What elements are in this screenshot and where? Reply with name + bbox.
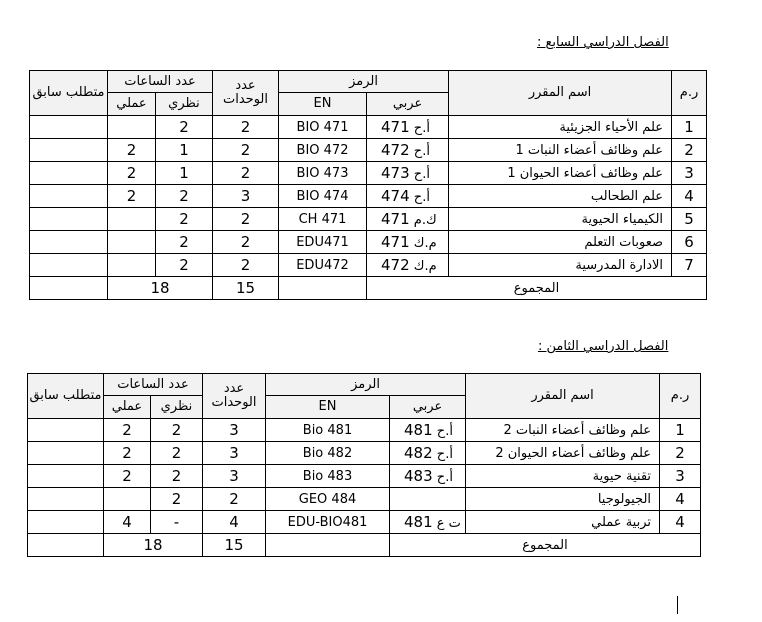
code-en: BIO 472 <box>279 139 367 162</box>
course-name: علم الطحالب <box>449 185 672 208</box>
table-row <box>28 488 701 511</box>
total-row <box>28 534 701 557</box>
code-en: EDU-BIO481 <box>266 511 390 534</box>
course-name: الادارة المدرسية <box>449 254 672 277</box>
table-row <box>30 116 707 139</box>
prereq <box>30 185 108 208</box>
prereq <box>30 139 108 162</box>
code-en: GEO 484 <box>266 488 390 511</box>
header-theory: نظري <box>151 396 203 419</box>
practical-hours <box>108 208 156 231</box>
code-ar <box>367 208 449 231</box>
prereq <box>30 116 108 139</box>
header-course-name: اسم المقرر <box>466 374 660 419</box>
header-prereq: متطلب سابق <box>30 71 108 116</box>
header-units: عدد الوحدات <box>213 71 279 116</box>
semester7-heading: الفصل الدراسي السابع : <box>537 35 669 50</box>
code-en: BIO 474 <box>279 185 367 208</box>
practical-hours: 2 <box>108 139 156 162</box>
prereq <box>30 254 108 277</box>
code-ar-number: 472 <box>381 256 410 274</box>
code-ar-prefix: ت ع <box>436 516 461 531</box>
theory-hours: 2 <box>156 208 213 231</box>
prereq <box>28 511 104 534</box>
units: 2 <box>213 139 279 162</box>
practical-hours: 2 <box>108 185 156 208</box>
theory-hours: 2 <box>156 185 213 208</box>
code-ar-prefix: أ.ح <box>413 144 430 159</box>
theory-hours: 2 <box>151 488 203 511</box>
row-number: 1 <box>672 116 707 139</box>
code-ar-prefix: أ.ح <box>413 121 430 136</box>
theory-hours: 1 <box>156 139 213 162</box>
theory-hours: - <box>151 511 203 534</box>
header-code-en: EN <box>279 93 367 116</box>
prereq <box>28 465 104 488</box>
row-number: 2 <box>672 139 707 162</box>
practical-hours: 4 <box>104 511 151 534</box>
header-hours: عدد الساعات <box>108 71 213 93</box>
course-name: علم وظائف أعضاء الحيوان 1 <box>449 162 672 185</box>
theory-hours: 2 <box>151 419 203 442</box>
theory-hours: 1 <box>156 162 213 185</box>
semester8-heading: الفصل الدراسي الثامن : <box>538 339 669 354</box>
row-number: 4 <box>660 511 701 534</box>
code-ar <box>367 254 449 277</box>
theory-hours: 2 <box>156 231 213 254</box>
code-ar-number: 481 <box>404 421 433 439</box>
row-number: 7 <box>672 254 707 277</box>
total-code-en <box>266 534 390 557</box>
practical-hours <box>104 488 151 511</box>
course-name: تقنية حيوية <box>466 465 660 488</box>
code-ar-number: 471 <box>381 233 410 251</box>
table-row <box>30 139 707 162</box>
row-number: 1 <box>660 419 701 442</box>
practical-hours: 2 <box>104 465 151 488</box>
code-en: CH 471 <box>279 208 367 231</box>
row-number: 3 <box>660 465 701 488</box>
table-row <box>30 254 707 277</box>
code-ar-prefix: م.ك <box>413 236 437 251</box>
header-code: الرمز <box>279 71 449 93</box>
units: 3 <box>203 442 266 465</box>
code-en: EDU472 <box>279 254 367 277</box>
code-ar-prefix: أ.ح <box>436 424 453 439</box>
header-practical: عملي <box>108 93 156 116</box>
code-ar <box>367 185 449 208</box>
units: 2 <box>203 488 266 511</box>
units: 2 <box>213 116 279 139</box>
code-ar-number: 471 <box>381 118 410 136</box>
course-name: علم وظائف أعضاء النبات 1 <box>449 139 672 162</box>
practical-hours: 2 <box>104 442 151 465</box>
code-en: Bio 483 <box>266 465 390 488</box>
total-hours: 18 <box>104 534 203 557</box>
code-ar <box>367 139 449 162</box>
header-course-name: اسم المقرر <box>449 71 672 116</box>
units: 2 <box>213 254 279 277</box>
code-en: Bio 482 <box>266 442 390 465</box>
header-code-en: EN <box>266 396 390 419</box>
total-label: المجموع <box>367 277 707 300</box>
code-ar-number: 482 <box>404 444 433 462</box>
units: 4 <box>203 511 266 534</box>
code-ar-number: 472 <box>381 141 410 159</box>
row-number: 4 <box>672 185 707 208</box>
prereq <box>28 442 104 465</box>
code-ar <box>367 162 449 185</box>
practical-hours: 2 <box>104 419 151 442</box>
row-number: 5 <box>672 208 707 231</box>
course-name: صعوبات التعلم <box>449 231 672 254</box>
table-row <box>30 185 707 208</box>
table-row <box>30 231 707 254</box>
code-ar <box>390 488 466 511</box>
prereq <box>30 208 108 231</box>
practical-hours <box>108 116 156 139</box>
course-name: علم الأحياء الجزيئية <box>449 116 672 139</box>
table-row <box>28 419 701 442</box>
practical-hours: 2 <box>108 162 156 185</box>
table-row <box>28 511 701 534</box>
total-units: 15 <box>203 534 266 557</box>
course-name: الجيولوجيا <box>466 488 660 511</box>
theory-hours: 2 <box>151 465 203 488</box>
course-name: علم وظائف أعضاء النبات 2 <box>466 419 660 442</box>
header-prereq: متطلب سابق <box>28 374 104 419</box>
code-ar-number: 473 <box>381 164 410 182</box>
code-ar-number: 481 <box>404 513 433 531</box>
total-row <box>30 277 707 300</box>
total-hours: 18 <box>108 277 213 300</box>
header-practical: عملي <box>104 396 151 419</box>
prereq <box>28 419 104 442</box>
theory-hours: 2 <box>156 254 213 277</box>
header-theory: نظري <box>156 93 213 116</box>
code-ar <box>367 116 449 139</box>
code-ar <box>367 231 449 254</box>
code-ar-number: 471 <box>381 210 410 228</box>
code-en: Bio 481 <box>266 419 390 442</box>
units: 3 <box>203 465 266 488</box>
total-prereq <box>30 277 108 300</box>
course-name: تربية عملي <box>466 511 660 534</box>
row-number: 4 <box>660 488 701 511</box>
header-units: عدد الوحدات <box>203 374 266 419</box>
header-code-ar: عربي <box>390 396 466 419</box>
practical-hours <box>108 254 156 277</box>
theory-hours: 2 <box>156 116 213 139</box>
code-ar <box>390 511 466 534</box>
code-en: BIO 473 <box>279 162 367 185</box>
course-name: علم وظائف أعضاء الحيوان 2 <box>466 442 660 465</box>
practical-hours <box>108 231 156 254</box>
header-num: ر.م <box>672 71 707 116</box>
code-ar-prefix: أ.ح <box>436 447 453 462</box>
code-ar <box>390 419 466 442</box>
code-ar <box>390 442 466 465</box>
code-ar-prefix: أ.ح <box>413 167 430 182</box>
total-code-en <box>279 277 367 300</box>
semester7-table <box>29 70 707 300</box>
table-row <box>30 162 707 185</box>
units: 2 <box>213 231 279 254</box>
units: 3 <box>203 419 266 442</box>
course-name: الكيمياء الحيوية <box>449 208 672 231</box>
code-ar-prefix: أ.ح <box>436 470 453 485</box>
units: 3 <box>213 185 279 208</box>
code-en: BIO 471 <box>279 116 367 139</box>
table-row <box>28 465 701 488</box>
theory-hours: 2 <box>151 442 203 465</box>
code-ar-prefix: أ.ح <box>413 190 430 205</box>
row-number: 2 <box>660 442 701 465</box>
semester8-table <box>27 373 701 557</box>
total-label: المجموع <box>390 534 701 557</box>
prereq <box>30 162 108 185</box>
code-ar <box>390 465 466 488</box>
code-ar-prefix: م.ك <box>413 259 437 274</box>
code-ar-number: 483 <box>404 467 433 485</box>
units: 2 <box>213 208 279 231</box>
units: 2 <box>213 162 279 185</box>
prereq <box>28 488 104 511</box>
header-hours: عدد الساعات <box>104 374 203 396</box>
code-ar-prefix: ك.م <box>413 213 437 228</box>
header-code: الرمز <box>266 374 466 396</box>
header-code-ar: عربي <box>367 93 449 116</box>
header-num: ر.م <box>660 374 701 419</box>
row-number: 3 <box>672 162 707 185</box>
text-cursor <box>677 596 678 614</box>
table-row <box>28 442 701 465</box>
total-prereq <box>28 534 104 557</box>
code-ar-number: 474 <box>381 187 410 205</box>
code-en: EDU471 <box>279 231 367 254</box>
table-row <box>30 208 707 231</box>
total-units: 15 <box>213 277 279 300</box>
prereq <box>30 231 108 254</box>
row-number: 6 <box>672 231 707 254</box>
